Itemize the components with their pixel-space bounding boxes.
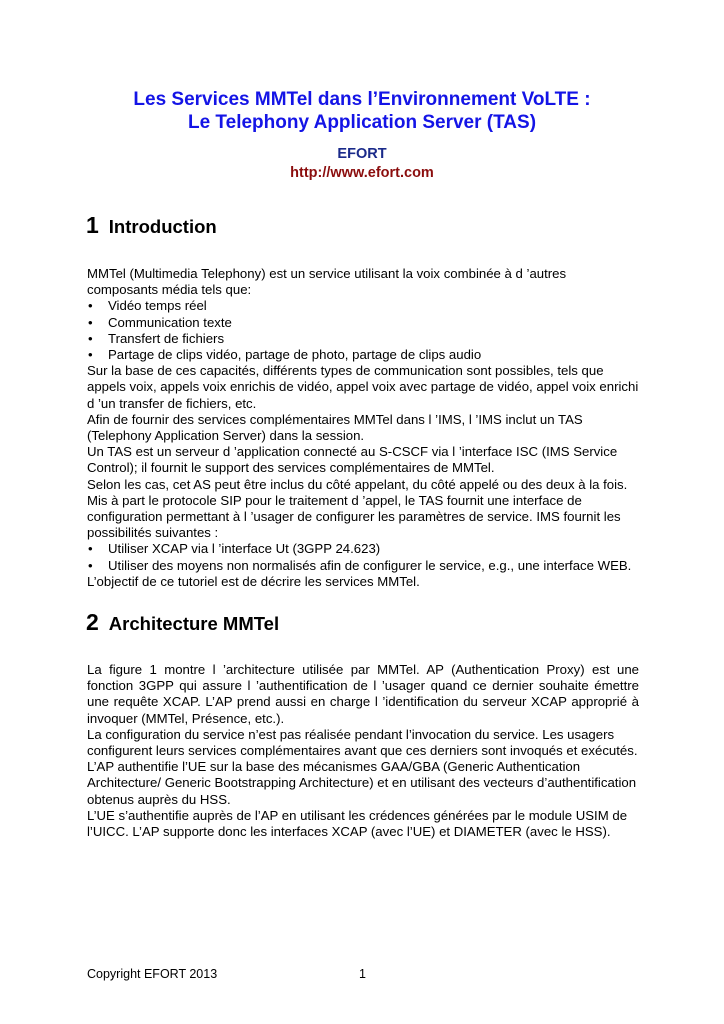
footer-copyright: Copyright EFORT 2013 [87, 967, 218, 981]
document-title-line1: Les Services MMTel dans l’Environnement VoLTE : [133, 89, 591, 110]
list-item: • Transfert de fichiers [87, 331, 639, 347]
media-components-list [87, 298, 639, 363]
section-2-body [87, 662, 639, 840]
section-2-number: 2 [86, 609, 99, 635]
document-title-line2: Le Telephony Application Server (TAS) [187, 112, 537, 133]
paragraph: Mis à part le protocole SIP pour le traitement d ’appel, le TAS fournit une interface de configuration permettant à l ’usager de configurer les paramètres de service. IMS fournit les possibilités suivantes : [87, 492, 621, 541]
paragraph: L’AP authentifie l’UE sur la base des mécanismes GAA/GBA (Generic Authentication Architecture/ Generic Bootstrapping Architecture) et en utilisant des vecteurs d’authentification obtenus auprès du HSS. [87, 759, 637, 807]
section-2-title: Architecture MMTel [108, 613, 280, 634]
section-1-closing: L’objectif de ce tutoriel est de décrire les services MMTel. [87, 573, 420, 589]
paragraph: Afin de fournir des services complémentaires MMTel dans l ’IMS, l ’IMS inclut un TAS (Telephony Application Server) dans la session. [87, 411, 583, 444]
section-2-heading [86, 609, 279, 637]
section-1-title: Introduction [108, 216, 217, 237]
paragraph: Sur la base de ces capacités, différents types de communication sont possibles, tels que appels voix, appels voix enrichis de vidéo, appel voix avec partage de vidéo, appel voix enrichi d ’un transfer de fichiers, etc. [87, 363, 639, 411]
paragraph: Selon les cas, cet AS peut être inclus du côté appelant, du côté appelé ou des deux à la fois. [87, 476, 628, 492]
document-url-link[interactable]: http://www.efort.com [290, 165, 434, 181]
configuration-options-list [87, 541, 639, 573]
list-item: • Communication texte [87, 315, 639, 331]
list-item: • Partage de clips vidéo, partage de photo, partage de clips audio [87, 347, 639, 363]
section-1-intro: MMTel (Multimedia Telephony) est un service utilisant la voix combinée à d ’autres composants média tels que: [87, 266, 567, 298]
document-author: EFORT [337, 146, 387, 162]
paragraph: Un TAS est un serveur d ’application connecté au S-CSCF via l ’interface ISC (IMS Service Control); il fournit le support des services complémentaires de MMTel. [87, 444, 618, 476]
page-number: 1 [359, 967, 366, 981]
section-1-heading [86, 212, 217, 240]
section-1-body [87, 266, 639, 590]
list-item: • Vidéo temps réel [87, 298, 639, 314]
list-item: • Utiliser des moyens non normalisés afin de configurer le service, e.g., une interface WEB. [87, 558, 639, 574]
list-item: • Utiliser XCAP via l ’interface Ut (3GPP 24.623) [87, 541, 639, 557]
paragraph: La configuration du service n’est pas réalisée pendant l’invocation du service. Les usagers configurent leurs services complémentaires avant que ces derniers sont invoqués et exécutés. [87, 726, 638, 759]
paragraph: La figure 1 montre l ’architecture utilisée par MMTel. AP (Authentication Proxy) est une fonction 3GPP qui assure l ’authentification de l ’usager quand ce dernier souhaite émettre une requête XCAP. L’AP prend aussi en charge l ’identification du serveur XCAP approprié à invoquer (MMTel, Présence, etc.). [87, 662, 639, 726]
paragraph: L’UE s’authentifie auprès de l’AP en utilisant les crédences générées par le module USIM de l’UICC. L’AP supporte donc les interfaces XCAP (avec l’UE) et DIAMETER (avec le HSS). [87, 807, 628, 840]
section-1-number: 1 [86, 212, 99, 238]
